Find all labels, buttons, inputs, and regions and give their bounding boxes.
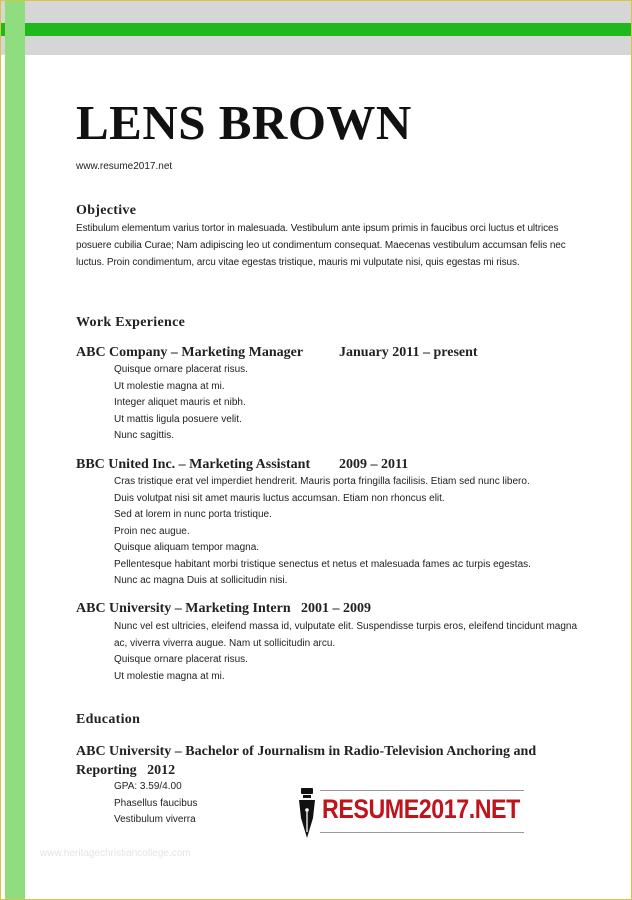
job-date: 2001 – 2009 (301, 601, 371, 616)
job-role: BBC United Inc. – Marketing Assistant (76, 457, 311, 472)
left-green-bar (5, 1, 25, 899)
list-item: Nunc sagittis. (114, 430, 175, 441)
list-item: Quisque ornare placerat risus. (114, 364, 248, 375)
logo-rule-bottom (320, 832, 524, 833)
logo-rule-top (320, 790, 524, 791)
job-date: January 2011 – present (339, 345, 478, 360)
objective-text: Estibulum elementum varius tortor in malesuada. Vestibulum ante ipsum primis in faucibus orci luctus et ultrices posuere cubilia Curae; Nam adipiscing leo ut condimentum consequat. Maecenas vestibulum accumsan felis nec luctus. Proin condimentum, arcu vitae egestas tristique, mauris mi vulputate nisi, quis egestas mi risus. (76, 223, 566, 268)
list-item: Vestibulum viverra (114, 814, 196, 825)
list-item: Phasellus faucibus (114, 797, 198, 809)
list-item: Integer aliquet mauris et nibh. (114, 397, 246, 408)
job-role: ABC Company – Marketing Manager (76, 345, 304, 360)
job-title (76, 457, 409, 473)
list-item: Duis volutpat nisi sit amet mauris luctus accumsan. Etiam non rhoncus elit. (114, 492, 445, 504)
work-experience-heading: Work Experience (76, 315, 186, 330)
resume2017-logo (296, 786, 528, 840)
degree-year: 2012 (147, 763, 176, 778)
degree-name: ABC University – Bachelor of Journalism in Radio-Television Anchoring and Reporting (76, 744, 537, 778)
list-item: Nunc ac magna Duis at sollicitudin nisi. (114, 575, 288, 586)
list-item: Ut molestie magna at mi. (114, 380, 225, 392)
degree-title (76, 742, 576, 780)
job-date: 2009 – 2011 (339, 457, 409, 472)
job-role: ABC University – Marketing Intern (76, 601, 291, 616)
job-title (76, 601, 371, 617)
objective-heading: Objective (76, 203, 137, 218)
list-item: Pellentesque habitant morbi tristique senectus et netus et malesuada fames ac turpis egestas. (114, 558, 531, 570)
list-item: Sed at lorem in nunc porta tristique. (114, 509, 272, 520)
header-green-stripe (1, 23, 631, 36)
list-item: GPA: 3.59/4.00 (114, 781, 182, 792)
job-title (76, 345, 478, 361)
job-duties-list (114, 619, 584, 685)
list-item: Quisque ornare placerat risus. (114, 654, 248, 665)
logo-wordmark: RESUME2017.NET (322, 794, 520, 824)
list-item: Proin nec augue. (114, 525, 190, 537)
list-item: Nunc vel est ultricies, eleifend massa id, vulputate elit. Suspendisse turpis eros, eleifend tincidunt magna ac, viverra viverra augue. Nam ut sollicitudin arcu. (114, 621, 578, 649)
watermark-text: www.heritagechristiancollege.com (40, 848, 191, 859)
candidate-name: LENS BROWN (76, 95, 412, 150)
job-duties-list (114, 362, 584, 445)
education-heading: Education (76, 712, 141, 727)
website-link[interactable]: www.resume2017.net (76, 161, 173, 172)
list-item: Cras tristique erat vel imperdiet hendrerit. Mauris porta fringilla facilisis. Etiam sed nunc libero. (114, 476, 530, 487)
list-item: Quisque aliquam tempor magna. (114, 542, 260, 553)
job-duties-list (114, 474, 584, 590)
list-item: Ut molestie magna at mi. (114, 670, 225, 682)
list-item: Ut mattis ligula posuere velit. (114, 413, 242, 425)
fountain-pen-icon (296, 788, 318, 840)
